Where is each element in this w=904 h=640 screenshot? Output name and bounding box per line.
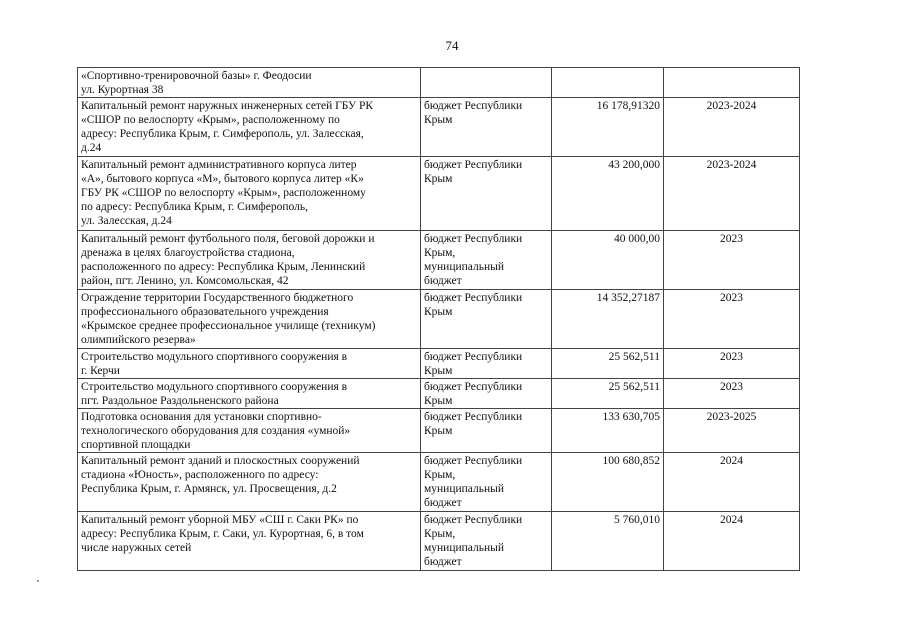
- funding-source-line: Крым,: [424, 247, 456, 259]
- object-name-line: числе наружных сетей: [81, 542, 192, 554]
- funding-source-line: бюджет Республики: [424, 292, 523, 304]
- funding-source-line: Крым: [424, 425, 453, 437]
- cell-object-name: [78, 349, 421, 379]
- funding-source-line: муниципальный: [424, 483, 505, 495]
- cell-amount: 25 562,511: [552, 379, 664, 409]
- cell-amount: [552, 68, 664, 98]
- funding-source-line: Крым: [424, 395, 453, 407]
- cell-object-name: [78, 409, 421, 453]
- funding-source-line: Крым,: [424, 528, 456, 540]
- cell-funding-source: [421, 349, 552, 379]
- funding-source-line: бюджет Республики: [424, 233, 523, 245]
- table-row: [78, 231, 800, 290]
- cell-amount: 40 000,00: [552, 231, 664, 290]
- cell-object-name: [78, 98, 421, 157]
- cell-object-name: [78, 231, 421, 290]
- cell-amount: 16 178,91320: [552, 98, 664, 157]
- cell-funding-source: [421, 409, 552, 453]
- cell-period: 2023: [664, 290, 800, 349]
- page-number: 74: [445, 38, 459, 53]
- object-name-line: ул. Залесская, д.24: [81, 215, 172, 227]
- cell-amount: 133 630,705: [552, 409, 664, 453]
- funding-source-line: бюджет Республики: [424, 411, 523, 423]
- cell-period: 2023: [664, 379, 800, 409]
- table-row: [78, 379, 800, 409]
- funding-source-line: бюджет Республики: [424, 100, 523, 112]
- cell-object-name: [78, 512, 421, 571]
- object-name-line: технологического оборудования для создания «умной»: [81, 425, 351, 437]
- funding-source-line: Крым: [424, 173, 453, 185]
- cell-period: 2024: [664, 512, 800, 571]
- funding-source-line: Крым: [424, 114, 453, 126]
- funding-source-line: бюджет: [424, 556, 462, 568]
- cell-amount: 43 200,000: [552, 157, 664, 231]
- table-row: [78, 409, 800, 453]
- cell-amount: 25 562,511: [552, 349, 664, 379]
- cell-period: 2023-2024: [664, 157, 800, 231]
- cell-funding-source: [421, 231, 552, 290]
- table-row: [78, 68, 800, 98]
- object-name-line: Капитальный ремонт уборной МБУ «СШ г. Саки РК» по: [81, 514, 359, 526]
- object-name-line: д.24: [81, 142, 102, 154]
- object-name-line: «Крымское среднее профессиональное училище (техникум): [81, 320, 376, 332]
- object-name-line: расположенного по адресу: Республика Крым, Ленинский: [81, 261, 366, 273]
- object-name-line: «А», бытового корпуса «М», бытового корпуса литер «К»: [81, 173, 364, 185]
- object-name-line: «Спортивно-тренировочной базы» г. Феодосии: [81, 70, 312, 82]
- object-name-line: ГБУ РК «СШОР по велоспорту «Крым», расположенному: [81, 187, 366, 199]
- object-name-line: адресу: Республика Крым, г. Саки, ул. Курортная, 6, в том: [81, 528, 364, 540]
- funding-source-line: бюджет Республики: [424, 351, 523, 363]
- cell-funding-source: [421, 512, 552, 571]
- object-name-line: профессионального образовательного учреждения: [81, 306, 329, 318]
- object-name-line: Капитальный ремонт наружных инженерных сетей ГБУ РК: [81, 100, 374, 112]
- cell-amount: 14 352,27187: [552, 290, 664, 349]
- object-name-line: стадиона «Юность», расположенного по адресу:: [81, 469, 319, 481]
- object-name-line: дренажа в целях благоустройства стадиона,: [81, 247, 295, 259]
- funding-source-line: бюджет: [424, 275, 462, 287]
- cell-period: 2023: [664, 231, 800, 290]
- table-row: [78, 349, 800, 379]
- cell-funding-source: [421, 98, 552, 157]
- cell-funding-source: [421, 453, 552, 512]
- cell-period: 2023: [664, 349, 800, 379]
- cell-object-name: [78, 453, 421, 512]
- table-row: [78, 157, 800, 231]
- scan-speck: [37, 580, 39, 582]
- object-name-line: Ограждение территории Государственного бюджетного: [81, 292, 354, 304]
- cell-period: 2023-2025: [664, 409, 800, 453]
- object-name-line: пгт. Раздольное Раздольненского района: [81, 395, 279, 407]
- object-name-line: адресу: Республика Крым, г. Симферополь, ул. Залесская,: [81, 128, 364, 140]
- cell-object-name: [78, 379, 421, 409]
- object-name-line: район, пгт. Ленино, ул. Комсомольская, 42: [81, 275, 289, 287]
- funding-source-line: муниципальный: [424, 261, 505, 273]
- object-name-line: Строительство модульного спортивного сооружения в: [81, 381, 348, 393]
- cell-amount: 5 760,010: [552, 512, 664, 571]
- cell-period: 2023-2024: [664, 98, 800, 157]
- facilities-table: [77, 67, 800, 571]
- object-name-line: Капитальный ремонт футбольного поля, беговой дорожки и: [81, 233, 375, 245]
- cell-funding-source: [421, 157, 552, 231]
- funding-source-line: Крым,: [424, 469, 456, 481]
- cell-funding-source: [421, 68, 552, 98]
- table-row: [78, 512, 800, 571]
- object-name-line: спортивной площадки: [81, 439, 191, 451]
- object-name-line: ул. Курортная 38: [81, 84, 164, 96]
- table-row: [78, 98, 800, 157]
- cell-object-name: [78, 157, 421, 231]
- cell-funding-source: [421, 379, 552, 409]
- cell-period: [664, 68, 800, 98]
- object-name-line: по адресу: Республика Крым, г. Симферополь,: [81, 201, 308, 213]
- funding-source-line: бюджет Республики: [424, 514, 523, 526]
- funding-source-line: Крым: [424, 306, 453, 318]
- object-name-line: олимпийского резерва»: [81, 334, 196, 346]
- funding-source-line: бюджет Республики: [424, 159, 523, 171]
- funding-source-line: муниципальный: [424, 542, 505, 554]
- table-row: [78, 453, 800, 512]
- cell-amount: 100 680,852: [552, 453, 664, 512]
- object-name-line: Республика Крым, г. Армянск, ул. Просвещения, д.2: [81, 483, 337, 495]
- object-name-line: «СШОР по велоспорту «Крым», расположенному по: [81, 114, 340, 126]
- object-name-line: Строительство модульного спортивного сооружения в: [81, 351, 348, 363]
- cell-object-name: [78, 68, 421, 98]
- funding-source-line: бюджет Республики: [424, 381, 523, 393]
- table-row: [78, 290, 800, 349]
- object-name-line: Подготовка основания для установки спортивно-: [81, 411, 322, 423]
- funding-source-line: бюджет Республики: [424, 455, 523, 467]
- cell-period: 2024: [664, 453, 800, 512]
- cell-object-name: [78, 290, 421, 349]
- object-name-line: г. Керчи: [81, 365, 120, 377]
- object-name-line: Капитальный ремонт зданий и плоскостных сооружений: [81, 455, 360, 467]
- object-name-line: Капитальный ремонт административного корпуса литер: [81, 159, 357, 171]
- funding-source-line: Крым: [424, 365, 453, 377]
- cell-funding-source: [421, 290, 552, 349]
- funding-source-line: бюджет: [424, 497, 462, 509]
